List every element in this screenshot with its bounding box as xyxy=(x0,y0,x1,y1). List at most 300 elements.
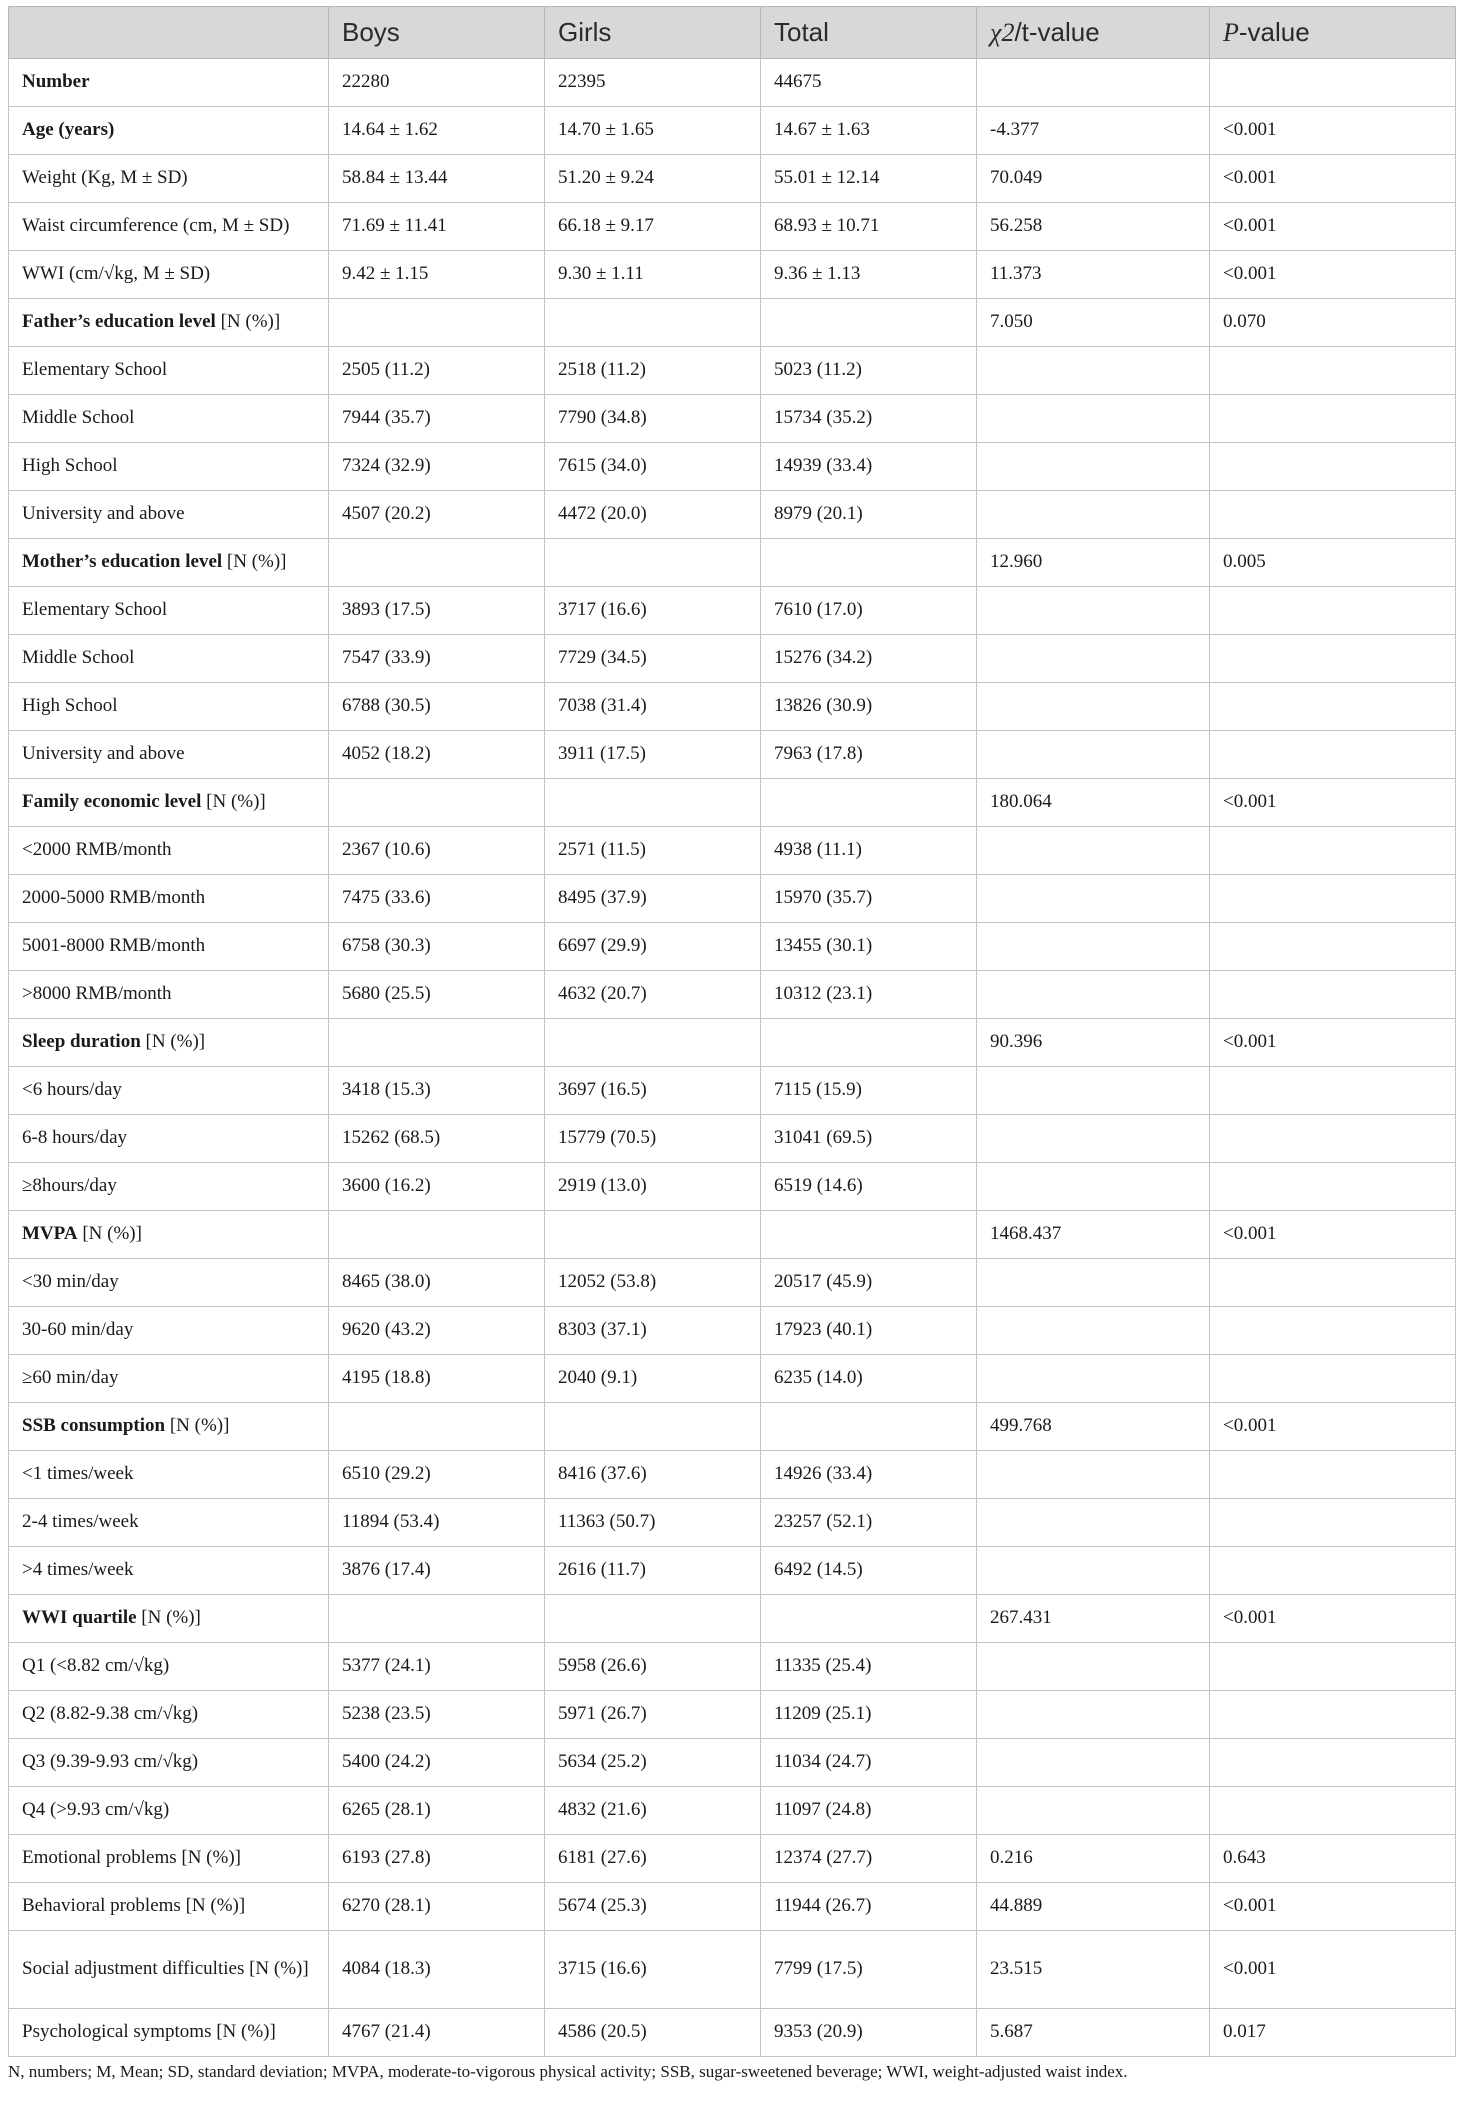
row-label-text: Social adjustment difficulties [N (%)] xyxy=(22,1958,309,1980)
row-label-text: Elementary School xyxy=(22,359,168,381)
row-label-text: <2000 RMB/month xyxy=(22,839,172,861)
total-cell: 10312 (23.1) xyxy=(761,971,977,1019)
row-label-text: Q1 (<8.82 cm/√kg) xyxy=(22,1655,170,1677)
header-chi-symbol: χ2 xyxy=(990,18,1015,47)
table-row xyxy=(9,107,1456,155)
girls-cell: 7729 (34.5) xyxy=(545,635,761,683)
statistic-cell: 7.050 xyxy=(977,299,1210,347)
girls-cell: 6181 (27.6) xyxy=(545,1835,761,1883)
girls-cell xyxy=(545,539,761,587)
row-label-text: Sleep duration xyxy=(22,1031,141,1053)
statistic-cell: 12.960 xyxy=(977,539,1210,587)
statistic-cell: 180.064 xyxy=(977,779,1210,827)
statistic-cell xyxy=(977,1355,1210,1403)
statistic-cell xyxy=(977,731,1210,779)
statistic-cell xyxy=(977,395,1210,443)
boys-cell xyxy=(329,299,545,347)
statistic-cell xyxy=(977,587,1210,635)
statistic-cell xyxy=(977,635,1210,683)
boys-cell: 5238 (23.5) xyxy=(329,1691,545,1739)
girls-cell: 5958 (26.6) xyxy=(545,1643,761,1691)
boys-cell: 11894 (53.4) xyxy=(329,1499,545,1547)
p-value-cell xyxy=(1210,1643,1456,1691)
statistic-cell: 1468.437 xyxy=(977,1211,1210,1259)
statistic-cell: 267.431 xyxy=(977,1595,1210,1643)
row-label xyxy=(9,827,329,875)
table-row xyxy=(9,1787,1456,1835)
p-value-cell xyxy=(1210,395,1456,443)
total-cell: 15276 (34.2) xyxy=(761,635,977,683)
table-row xyxy=(9,1259,1456,1307)
table-row xyxy=(9,635,1456,683)
statistic-cell xyxy=(977,59,1210,107)
total-cell: 9353 (20.9) xyxy=(761,2009,977,2057)
girls-cell: 3911 (17.5) xyxy=(545,731,761,779)
girls-cell: 8303 (37.1) xyxy=(545,1307,761,1355)
table-row xyxy=(9,1595,1456,1643)
statistic-cell xyxy=(977,971,1210,1019)
table-row xyxy=(9,155,1456,203)
statistic-cell: -4.377 xyxy=(977,107,1210,155)
boys-cell xyxy=(329,1211,545,1259)
boys-cell xyxy=(329,1595,545,1643)
header-p-rest: -value xyxy=(1238,17,1310,47)
row-label xyxy=(9,395,329,443)
row-label xyxy=(9,251,329,299)
p-value-cell xyxy=(1210,347,1456,395)
girls-cell: 8495 (37.9) xyxy=(545,875,761,923)
statistic-cell: 0.216 xyxy=(977,1835,1210,1883)
total-cell: 6519 (14.6) xyxy=(761,1163,977,1211)
row-label-text: Family economic level xyxy=(22,791,202,813)
row-label xyxy=(9,299,329,347)
row-label xyxy=(9,971,329,1019)
statistic-cell xyxy=(977,1163,1210,1211)
row-label-text: High School xyxy=(22,695,118,717)
row-label xyxy=(9,2009,329,2057)
boys-cell: 4767 (21.4) xyxy=(329,2009,545,2057)
table-row xyxy=(9,1931,1456,2009)
boys-cell: 3876 (17.4) xyxy=(329,1547,545,1595)
table-footnote: N, numbers; M, Mean; SD, standard deviation; MVPA, moderate-to-vigorous physical activity; SSB, sugar-sweetened beverage; WWI, weight-adjusted waist index. xyxy=(8,2062,1128,2081)
total-cell: 9.36 ± 1.13 xyxy=(761,251,977,299)
statistic-cell xyxy=(977,1259,1210,1307)
boys-cell: 4507 (20.2) xyxy=(329,491,545,539)
statistic-cell xyxy=(977,491,1210,539)
header-girls: Girls xyxy=(545,7,761,59)
table-row xyxy=(9,347,1456,395)
boys-cell: 5400 (24.2) xyxy=(329,1739,545,1787)
girls-cell: 3715 (16.6) xyxy=(545,1931,761,2009)
p-value-cell xyxy=(1210,1499,1456,1547)
p-value-cell xyxy=(1210,1163,1456,1211)
p-value-cell xyxy=(1210,1355,1456,1403)
statistic-cell xyxy=(977,347,1210,395)
total-cell: 7963 (17.8) xyxy=(761,731,977,779)
row-label-text: <30 min/day xyxy=(22,1271,119,1293)
table-row xyxy=(9,1451,1456,1499)
total-cell: 6235 (14.0) xyxy=(761,1355,977,1403)
row-label xyxy=(9,1403,329,1451)
total-cell: 5023 (11.2) xyxy=(761,347,977,395)
row-label xyxy=(9,1355,329,1403)
row-label-text: Psychological symptoms [N (%)] xyxy=(22,2021,276,2043)
p-value-cell xyxy=(1210,971,1456,1019)
total-cell: 8979 (20.1) xyxy=(761,491,977,539)
p-value-cell xyxy=(1210,587,1456,635)
total-cell: 68.93 ± 10.71 xyxy=(761,203,977,251)
total-cell xyxy=(761,539,977,587)
row-label xyxy=(9,1019,329,1067)
girls-cell: 3697 (16.5) xyxy=(545,1067,761,1115)
header-row xyxy=(9,7,1456,59)
statistic-cell: 499.768 xyxy=(977,1403,1210,1451)
p-value-cell xyxy=(1210,491,1456,539)
statistic-cell xyxy=(977,1643,1210,1691)
girls-cell: 5971 (26.7) xyxy=(545,1691,761,1739)
boys-cell: 9620 (43.2) xyxy=(329,1307,545,1355)
boys-cell: 7944 (35.7) xyxy=(329,395,545,443)
boys-cell: 4052 (18.2) xyxy=(329,731,545,779)
table-row xyxy=(9,683,1456,731)
table-row xyxy=(9,1307,1456,1355)
row-label xyxy=(9,1883,329,1931)
statistic-cell xyxy=(977,1787,1210,1835)
total-cell: 11034 (24.7) xyxy=(761,1739,977,1787)
boys-cell: 5377 (24.1) xyxy=(329,1643,545,1691)
row-label-text: Middle School xyxy=(22,407,135,429)
girls-cell: 66.18 ± 9.17 xyxy=(545,203,761,251)
row-label xyxy=(9,347,329,395)
boys-cell: 5680 (25.5) xyxy=(329,971,545,1019)
girls-cell: 2040 (9.1) xyxy=(545,1355,761,1403)
row-label-suffix: [N (%)] xyxy=(215,311,281,333)
row-label-text: Number xyxy=(22,71,90,93)
table-row xyxy=(9,1355,1456,1403)
total-cell: 13455 (30.1) xyxy=(761,923,977,971)
table-row xyxy=(9,251,1456,299)
table-header xyxy=(9,7,1456,59)
row-label xyxy=(9,923,329,971)
row-label-suffix: [N (%)] xyxy=(140,1031,206,1053)
boys-cell: 8465 (38.0) xyxy=(329,1259,545,1307)
row-label-text: Father’s education level xyxy=(22,311,216,333)
statistic-cell xyxy=(977,923,1210,971)
statistic-cell xyxy=(977,1067,1210,1115)
girls-cell: 4632 (20.7) xyxy=(545,971,761,1019)
p-value-cell xyxy=(1210,731,1456,779)
girls-cell: 5634 (25.2) xyxy=(545,1739,761,1787)
total-cell: 11944 (26.7) xyxy=(761,1883,977,1931)
boys-cell: 7547 (33.9) xyxy=(329,635,545,683)
header-statistic-rest: /t-value xyxy=(1014,17,1100,47)
row-label-text: Q3 (9.39-9.93 cm/√kg) xyxy=(22,1751,199,1773)
boys-cell: 14.64 ± 1.62 xyxy=(329,107,545,155)
total-cell: 13826 (30.9) xyxy=(761,683,977,731)
row-label xyxy=(9,1931,329,2009)
statistic-cell xyxy=(977,683,1210,731)
total-cell: 31041 (69.5) xyxy=(761,1115,977,1163)
boys-cell: 6193 (27.8) xyxy=(329,1835,545,1883)
p-value-cell xyxy=(1210,1259,1456,1307)
table-row xyxy=(9,1403,1456,1451)
p-value-cell: 0.643 xyxy=(1210,1835,1456,1883)
row-label xyxy=(9,1451,329,1499)
row-label-text: Weight (Kg, M ± SD) xyxy=(22,167,188,189)
row-label-text: Elementary School xyxy=(22,599,168,621)
total-cell xyxy=(761,1211,977,1259)
row-label xyxy=(9,683,329,731)
row-label-text: High School xyxy=(22,455,118,477)
table-row xyxy=(9,923,1456,971)
boys-cell: 4195 (18.8) xyxy=(329,1355,545,1403)
row-label xyxy=(9,1835,329,1883)
table-row xyxy=(9,1739,1456,1787)
row-label xyxy=(9,1547,329,1595)
girls-cell xyxy=(545,1211,761,1259)
table-row xyxy=(9,1067,1456,1115)
table-row xyxy=(9,587,1456,635)
statistic-cell: 44.889 xyxy=(977,1883,1210,1931)
row-label-suffix: [N (%)] xyxy=(136,1607,201,1629)
total-cell xyxy=(761,779,977,827)
p-value-cell xyxy=(1210,443,1456,491)
row-label xyxy=(9,731,329,779)
header-total: Total xyxy=(761,7,977,59)
row-label xyxy=(9,635,329,683)
total-cell: 14.67 ± 1.63 xyxy=(761,107,977,155)
table-row xyxy=(9,971,1456,1019)
total-cell: 23257 (52.1) xyxy=(761,1499,977,1547)
row-label-text: Waist circumference (cm, M ± SD) xyxy=(22,215,290,237)
total-cell: 11097 (24.8) xyxy=(761,1787,977,1835)
p-value-cell: <0.001 xyxy=(1210,1931,1456,2009)
table-row xyxy=(9,1115,1456,1163)
total-cell: 6492 (14.5) xyxy=(761,1547,977,1595)
girls-cell: 2518 (11.2) xyxy=(545,347,761,395)
total-cell: 7799 (17.5) xyxy=(761,1931,977,2009)
girls-cell: 4472 (20.0) xyxy=(545,491,761,539)
row-label-text: <1 times/week xyxy=(22,1463,134,1485)
row-label xyxy=(9,491,329,539)
row-label-text: 2-4 times/week xyxy=(22,1511,139,1533)
total-cell: 11335 (25.4) xyxy=(761,1643,977,1691)
girls-cell xyxy=(545,1595,761,1643)
p-value-cell xyxy=(1210,1787,1456,1835)
row-label xyxy=(9,59,329,107)
row-label-text: WWI quartile xyxy=(22,1607,137,1629)
row-label xyxy=(9,1211,329,1259)
row-label-text: 30-60 min/day xyxy=(22,1319,134,1341)
girls-cell: 22395 xyxy=(545,59,761,107)
statistic-cell: 90.396 xyxy=(977,1019,1210,1067)
p-value-cell: <0.001 xyxy=(1210,1211,1456,1259)
characteristics-table xyxy=(8,6,1456,2057)
total-cell: 14939 (33.4) xyxy=(761,443,977,491)
p-value-cell: <0.001 xyxy=(1210,779,1456,827)
row-label xyxy=(9,1163,329,1211)
boys-cell: 6265 (28.1) xyxy=(329,1787,545,1835)
girls-cell: 51.20 ± 9.24 xyxy=(545,155,761,203)
statistic-cell: 23.515 xyxy=(977,1931,1210,2009)
p-value-cell xyxy=(1210,923,1456,971)
row-label-suffix: [N (%)] xyxy=(77,1223,142,1245)
row-label-text: University and above xyxy=(22,743,185,765)
table-row xyxy=(9,395,1456,443)
table-row xyxy=(9,491,1456,539)
girls-cell: 4832 (21.6) xyxy=(545,1787,761,1835)
boys-cell xyxy=(329,539,545,587)
row-label xyxy=(9,1739,329,1787)
boys-cell: 6788 (30.5) xyxy=(329,683,545,731)
total-cell: 55.01 ± 12.14 xyxy=(761,155,977,203)
boys-cell: 6758 (30.3) xyxy=(329,923,545,971)
girls-cell: 5674 (25.3) xyxy=(545,1883,761,1931)
document xyxy=(8,6,1455,2082)
p-value-cell: <0.001 xyxy=(1210,1883,1456,1931)
p-value-cell: <0.001 xyxy=(1210,203,1456,251)
boys-cell: 15262 (68.5) xyxy=(329,1115,545,1163)
header-p-italic: P xyxy=(1223,18,1239,47)
total-cell: 11209 (25.1) xyxy=(761,1691,977,1739)
total-cell: 7115 (15.9) xyxy=(761,1067,977,1115)
boys-cell: 6270 (28.1) xyxy=(329,1883,545,1931)
boys-cell: 9.42 ± 1.15 xyxy=(329,251,545,299)
row-label xyxy=(9,107,329,155)
statistic-cell xyxy=(977,1451,1210,1499)
boys-cell: 7475 (33.6) xyxy=(329,875,545,923)
row-label xyxy=(9,1115,329,1163)
table-row xyxy=(9,827,1456,875)
statistic-cell xyxy=(977,875,1210,923)
p-value-cell xyxy=(1210,1115,1456,1163)
row-label xyxy=(9,1259,329,1307)
p-value-cell: <0.001 xyxy=(1210,1403,1456,1451)
table-row xyxy=(9,1883,1456,1931)
girls-cell: 8416 (37.6) xyxy=(545,1451,761,1499)
row-label-text: >8000 RMB/month xyxy=(22,983,172,1005)
girls-cell: 2919 (13.0) xyxy=(545,1163,761,1211)
row-label xyxy=(9,1691,329,1739)
p-value-cell xyxy=(1210,1691,1456,1739)
girls-cell: 12052 (53.8) xyxy=(545,1259,761,1307)
total-cell: 14926 (33.4) xyxy=(761,1451,977,1499)
row-label xyxy=(9,779,329,827)
table-row xyxy=(9,1835,1456,1883)
p-value-cell: <0.001 xyxy=(1210,1595,1456,1643)
statistic-cell xyxy=(977,827,1210,875)
girls-cell xyxy=(545,299,761,347)
header-boys: Boys xyxy=(329,7,545,59)
p-value-cell xyxy=(1210,59,1456,107)
statistic-cell xyxy=(977,1739,1210,1787)
row-label-text: Middle School xyxy=(22,647,135,669)
table-row xyxy=(9,1211,1456,1259)
table-row xyxy=(9,203,1456,251)
statistic-cell xyxy=(977,1307,1210,1355)
row-label xyxy=(9,875,329,923)
statistic-cell: 5.687 xyxy=(977,2009,1210,2057)
row-label xyxy=(9,1787,329,1835)
boys-cell: 3418 (15.3) xyxy=(329,1067,545,1115)
row-label-text: Mother’s education level xyxy=(22,551,223,573)
girls-cell: 2616 (11.7) xyxy=(545,1547,761,1595)
girls-cell: 9.30 ± 1.11 xyxy=(545,251,761,299)
boys-cell: 3600 (16.2) xyxy=(329,1163,545,1211)
girls-cell: 7038 (31.4) xyxy=(545,683,761,731)
row-label xyxy=(9,1643,329,1691)
boys-cell: 7324 (32.9) xyxy=(329,443,545,491)
boys-cell: 6510 (29.2) xyxy=(329,1451,545,1499)
statistic-cell: 56.258 xyxy=(977,203,1210,251)
statistic-cell: 70.049 xyxy=(977,155,1210,203)
row-label xyxy=(9,203,329,251)
p-value-cell xyxy=(1210,1307,1456,1355)
row-label-text: >4 times/week xyxy=(22,1559,134,1581)
row-label-text: Emotional problems [N (%)] xyxy=(22,1847,241,1869)
girls-cell: 2571 (11.5) xyxy=(545,827,761,875)
boys-cell: 3893 (17.5) xyxy=(329,587,545,635)
p-value-cell: <0.001 xyxy=(1210,107,1456,155)
boys-cell: 58.84 ± 13.44 xyxy=(329,155,545,203)
total-cell: 7610 (17.0) xyxy=(761,587,977,635)
p-value-cell: 0.017 xyxy=(1210,2009,1456,2057)
statistic-cell xyxy=(977,1691,1210,1739)
p-value-cell: 0.005 xyxy=(1210,539,1456,587)
row-label-text: Q2 (8.82-9.38 cm/√kg) xyxy=(22,1703,199,1725)
table-row xyxy=(9,2009,1456,2057)
table-row xyxy=(9,779,1456,827)
row-label-text: WWI (cm/√kg, M ± SD) xyxy=(22,263,211,285)
girls-cell: 15779 (70.5) xyxy=(545,1115,761,1163)
table-row xyxy=(9,731,1456,779)
row-label-text: 2000-5000 RMB/month xyxy=(22,887,206,909)
total-cell xyxy=(761,299,977,347)
row-label xyxy=(9,1499,329,1547)
p-value-cell xyxy=(1210,875,1456,923)
girls-cell: 11363 (50.7) xyxy=(545,1499,761,1547)
p-value-cell xyxy=(1210,827,1456,875)
total-cell xyxy=(761,1595,977,1643)
boys-cell: 4084 (18.3) xyxy=(329,1931,545,2009)
row-label-text: Q4 (>9.93 cm/√kg) xyxy=(22,1799,170,1821)
table-row xyxy=(9,1691,1456,1739)
table-row xyxy=(9,59,1456,107)
boys-cell xyxy=(329,1019,545,1067)
header-statistic xyxy=(977,7,1210,59)
table-row xyxy=(9,875,1456,923)
table-row xyxy=(9,539,1456,587)
p-value-cell: <0.001 xyxy=(1210,155,1456,203)
total-cell: 17923 (40.1) xyxy=(761,1307,977,1355)
row-label-text: MVPA xyxy=(22,1223,78,1245)
row-label xyxy=(9,1595,329,1643)
girls-cell xyxy=(545,1403,761,1451)
boys-cell: 2505 (11.2) xyxy=(329,347,545,395)
boys-cell xyxy=(329,1403,545,1451)
table-row xyxy=(9,1499,1456,1547)
girls-cell xyxy=(545,1019,761,1067)
p-value-cell: <0.001 xyxy=(1210,251,1456,299)
row-label-text: <6 hours/day xyxy=(22,1079,122,1101)
row-label xyxy=(9,539,329,587)
row-label-text: ≥8hours/day xyxy=(22,1175,117,1197)
table-row xyxy=(9,1163,1456,1211)
row-label xyxy=(9,1307,329,1355)
p-value-cell xyxy=(1210,1739,1456,1787)
boys-cell: 71.69 ± 11.41 xyxy=(329,203,545,251)
total-cell: 44675 xyxy=(761,59,977,107)
